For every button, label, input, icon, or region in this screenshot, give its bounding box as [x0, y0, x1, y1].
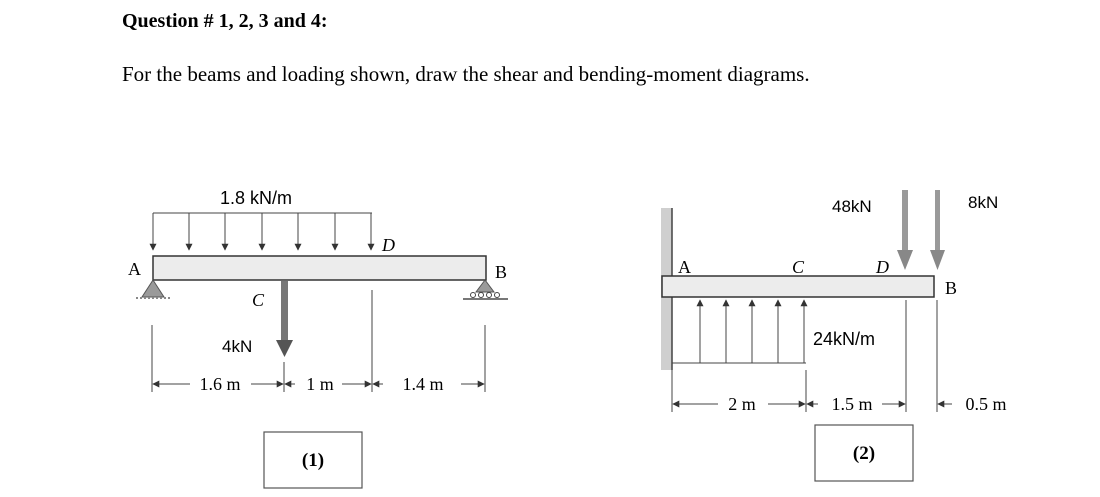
page-title: Question # 1, 2, 3 and 4: [122, 10, 328, 32]
beam1-point-c-label: C [252, 290, 265, 310]
beam2-dim-2: 1.5 m [831, 394, 873, 414]
beam1-udl-arrows [153, 213, 371, 250]
instruction-text: For the beams and loading shown, draw the shear and bending-moment diagrams. [122, 62, 810, 86]
beam1-point-d-label: D [382, 235, 395, 255]
beam1-point-b-label: B [495, 262, 508, 282]
beam2-point-a-label: A [678, 257, 691, 277]
beam2-point-load-48-arrow [897, 190, 913, 270]
beam1-point-load-arrow [276, 281, 293, 357]
beam-1-figure [128, 188, 508, 488]
beam1-dim-2: 1 m [306, 374, 334, 394]
beam1-pin-support-a [136, 280, 170, 298]
beam1-body [153, 256, 486, 280]
beam2-load-48-label: 48kN [832, 197, 872, 216]
beam2-body [662, 276, 934, 297]
beam1-dim-3: 1.4 m [402, 374, 444, 394]
beam2-load-8-label: 8kN [968, 193, 999, 212]
beam1-label: (1) [301, 450, 325, 471]
beam2-dim-1: 2 m [728, 394, 756, 414]
beam1-point-load-label: 4kN [222, 337, 253, 356]
beam2-point-c-label: C [792, 257, 805, 277]
beam2-point-d-label: D [876, 257, 889, 277]
beam1-distributed-load-label: 1.8 kN/m [220, 188, 293, 208]
beam2-point-b-label: B [945, 278, 958, 298]
beam2-label: (2) [852, 443, 876, 464]
beam1-point-a-label: A [128, 259, 141, 279]
beam2-point-load-8-arrow [930, 190, 945, 270]
beam1-roller-support-b [463, 280, 508, 299]
beam2-distributed-load-label: 24kN/m [813, 329, 876, 349]
beam2-udl-arrows [700, 300, 804, 363]
beam-2-figure [661, 190, 1007, 481]
beam2-dim-3: 0.5 m [965, 394, 1007, 414]
beam1-dim-1: 1.6 m [199, 374, 241, 394]
